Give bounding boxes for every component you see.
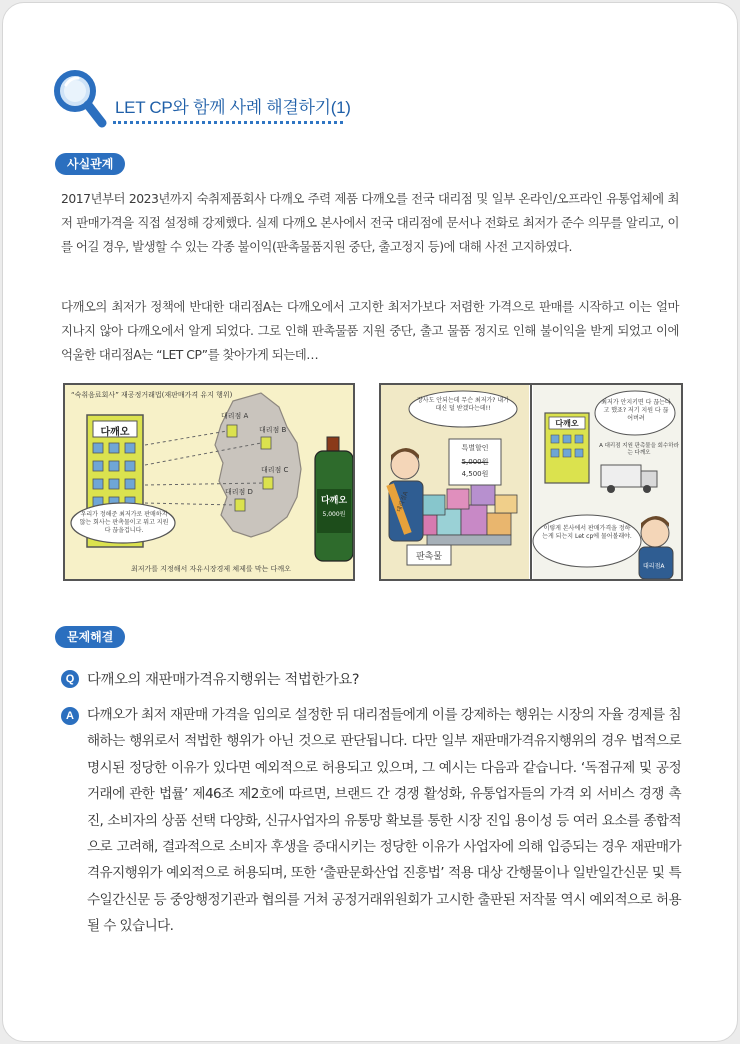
- magnifier-icon: [51, 65, 115, 135]
- a-badge: A: [61, 707, 79, 725]
- store-label-a: 대리점 A: [221, 412, 249, 420]
- comic-panel-right: [379, 383, 683, 581]
- sash-label: 대리점A: [395, 490, 410, 514]
- comic-right-building-sign: 다깨오: [555, 419, 579, 428]
- comic-panel-left: [63, 383, 355, 581]
- document-page: [2, 2, 738, 1042]
- comic-right-bubble-bottom: 이렇게 본사에서 판매가격을 정하는게 되는지 Let cp에 물어볼래야.: [542, 525, 632, 540]
- facts-paragraph-2: 다깨오의 최저가 정책에 반대한 대리점A는 다깨오에서 고지한 최저가보다 저렴한 가격으로 판매를 시작하고 이는 얼마 지나지 않아 다깨오에서 알게 되었다. 그로 인해 판촉물품 지원 중단, 출고 물품 정지로 인해 불이익을 받게 되었고 이에 억울한 대리점A는 “LET CP”를 찾아가게 되는데…: [61, 299, 679, 362]
- store-label-b: 대리점 B: [259, 426, 287, 434]
- comic-left-bubble: 우리가 정해준 최저가로 판매하지 않는 회사는 판촉물이고 뭐고 지원 다 끊을겁니다.: [79, 511, 169, 534]
- comic-left-art: [65, 385, 353, 579]
- comic-left-building-sign: 다깨오: [100, 427, 130, 438]
- title-underline: [113, 121, 343, 124]
- page-title: LET CP와 함께 사례 해결하기(1): [115, 98, 351, 117]
- comic-right-bubble-right: 최저가 안지키면 다 끊는다고 했죠? 저기 지원 다 끊어버려: [601, 399, 671, 422]
- facts-paragraph-1: 2017년부터 2023년까지 숙취제품회사 다깨오 주력 제품 다깨오를 전국 대리점 및 일부 온라인/오프라인 유통업체에 최저 판매가격을 직접 설정해 강제했다. 실제 다깨오 본사에서 전국 대리점에 문서나 전화로 최저가 준수 의무를 알리고, 이를 어길 경우, 발생할 수 있는 각종 불이익(판촉물품지원 중단, 출고정지 등)에 대해 사전 고지하였다.: [61, 191, 679, 254]
- section-label-facts: 사실관계: [55, 153, 125, 175]
- comic-left-footer: 최저가를 지정해서 자유시장경제 체제를 막는 다깨오: [131, 565, 291, 573]
- box-label: 판촉물: [415, 552, 443, 562]
- question-text: 다깨오의 재판매가격유지행위는 적법한가요?: [87, 672, 360, 688]
- comic-right-note: A 대리점 지원 판촉물을 회수하라는 다깨오: [599, 443, 679, 456]
- store-label-d: 대리점 D: [225, 488, 253, 496]
- answer-text: 다깨오가 최저 재판매 가격을 임의로 설정한 뒤 대리점들에게 이를 강제하는 행위는 시장의 자율 경제를 침해하는 행위로서 적법한 행위가 아닌 것으로 판단됩니다. 다만 일부 재판매가격유지행위의 경우 법적으로 명시된 정당한 이유가 있다면 예외적으로 허용되고 있으며, 그 예시는 다음과 같습니다. ‘독점규제 및 공정거래에 관한 법률’ 제46조 제2호에 따르면, 브랜드 간 경쟁 활성화, 유통업자들의 가격 외 서비스 경쟁 촉진, 소비자의 상품 선택 다양화, 신규사업자의 유통망 확보를 통한 시장 진입 용이성 등 여러 요소를 종합적으로 고려해, 결과적으로 소비자 후생을 증대시키는 정당한 이유가 사업자에 의해 입증되는 경우 재판매가격유지행위가 예외적으로 허용되며, 또한 ‘출판문화산업 진흥법’ 적용 대상 간행물이나 일반일간신문 및 특수일간신문 등 중앙행정기관과 협의를 거쳐 공정거래위원회가 고시한 출판된 저작물 역시 예외적으로 허용될 수 있습니다.: [87, 707, 681, 935]
- bottle-price: 5,000원: [322, 511, 346, 518]
- price-sign-title: 특별할인: [461, 444, 489, 452]
- price-old: 5,000원: [461, 458, 489, 466]
- store-label-c: 대리점 C: [261, 466, 289, 474]
- sash-label-right: 대리점A: [643, 563, 665, 570]
- price-new: 4,500원: [461, 470, 489, 478]
- comic-left-header: “숙취음료회사” 재공정거래법(재판매가격 유지 행위): [71, 391, 233, 399]
- q-badge: Q: [61, 670, 79, 688]
- section-label-solution: 문제해결: [55, 626, 125, 648]
- title-block: [51, 65, 371, 135]
- comic-right-bubble-top: 장사도 안되는데 무슨 최저가? 내가 대신 덜 받겠다는데!!: [417, 397, 509, 412]
- bottle-label: 다깨오: [320, 496, 348, 506]
